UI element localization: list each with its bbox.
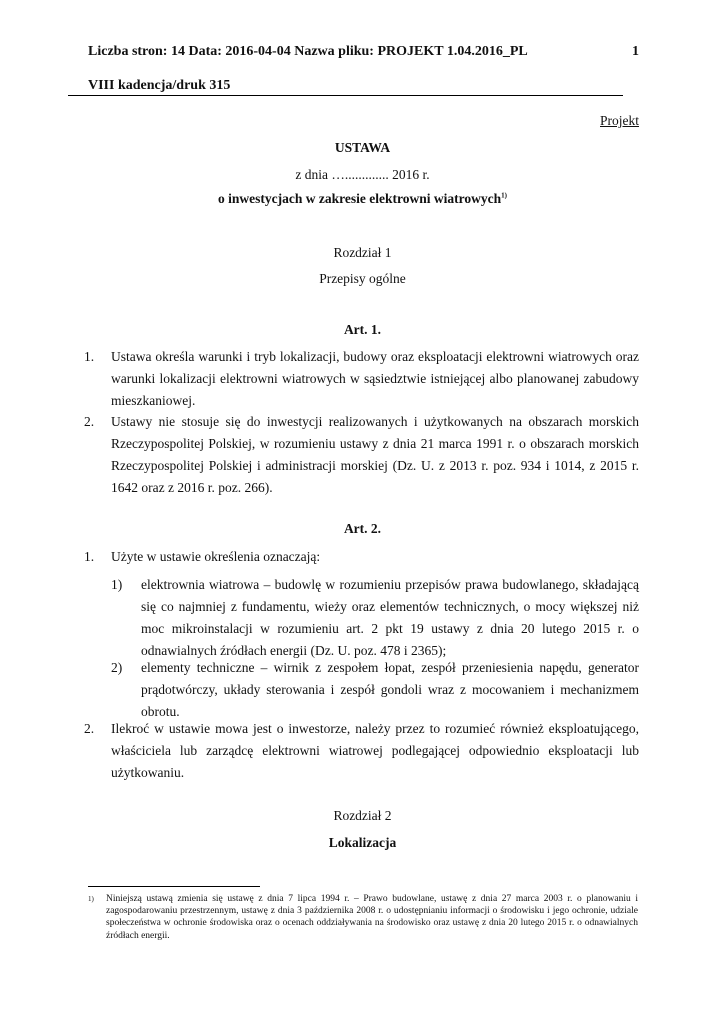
item-text: elementy techniczne – wirnik z zespołem łopat, zespół przeniesienia napędu, generator prądotwórczy, układy sterowania i zespół gondoli wraz z mocowaniem i mechanizmem obrotu. [141,660,639,719]
paragraph-number: 1. [84,349,95,364]
paragraph-number: 2. [84,414,95,429]
article-1-paragraph-1 [84,346,639,412]
definition-item-1 [111,574,639,662]
paragraph-text: Ustawy nie stosuje się do inwestycji realizowanych i użytkowanych na obszarach morskich Rzeczypospolitej Polskiej, w rozumieniu ustawy z dnia 21 marca 1991 r. o obszarach morskich Rzeczypospolitej Polskiej i administracji morskiej (Dz. U. z 2013 r. poz. 934 i 1014, z 2015 r. 1642 oraz z 2016 r. poz. 266). [111,414,639,495]
act-subject [60,191,665,207]
chapter-1-name: Przepisy ogólne [319,271,406,286]
footnote-reference: 1) [501,191,507,200]
article-2-paragraph-2 [84,718,639,784]
chapter-1-heading: Rozdział 1 [333,245,392,260]
article-1-paragraph-2 [84,411,639,499]
item-text: elektrownia wiatrowa – budowlę w rozumieniu przepisów prawa budowlanego, składającą się co najmniej z fundamentu, wieży oraz elementów technicznych, o mocy większej niż moc mikroinstalacji w rozumieniu art. 2 pkt 19 ustawy z dnia 20 lutego 2015 r. o odnawialnych źródłach energii (Dz. U. poz. 478 i 2365); [141,577,639,658]
page-number: 1 [632,44,639,59]
paragraph-text: Ustawa określa warunki i tryb lokalizacji, budowy oraz eksploatacji elektrowni wiatrowych oraz warunki lokalizacji elektrowni wiatrowych w sąsiedztwie istniejącej albo planowanej zabudowy mieszkaniowej. [111,349,639,408]
header-print-number: VIII kadencja/druk 315 [88,78,231,93]
footnote-divider [88,886,260,887]
act-date: z dnia …............. 2016 r. [295,167,430,182]
header-divider [68,95,623,96]
footnote-text: Niniejszą ustawą zmienia się ustawę z dnia 7 lipca 1994 r. – Prawo budowlane, ustawę z dnia 27 marca 2003 r. o planowaniu i zagospodarowaniu przestrzennym, ustawę z dnia 3 października 2008 r. o udostępnianiu informacji o środowisku i jego ochronie, udziale społeczeństwa w ochronie środowiska oraz o ocenach oddziaływania na środowisko oraz ustawę z dnia 20 lutego 2015 r. o odnawialnych źródłach energii. [106,894,638,941]
act-subject-text: o inwestycjach w zakresie elektrowni wiatrowych [218,191,502,206]
item-number: 2) [111,660,123,675]
article-1-heading: Art. 1. [343,322,382,337]
paragraph-text: Użyte w ustawie określenia oznaczają: [111,549,321,564]
chapter-2-heading: Rozdział 2 [333,808,392,823]
projekt-label: Projekt [600,113,639,128]
footnote-mark: 1) [88,895,94,903]
act-title: USTAWA [334,140,391,155]
header-file-info: Liczba stron: 14 Data: 2016-04-04 Nazwa pliku: PROJEKT 1.04.2016_PL [88,44,528,59]
article-2-paragraph-1 [84,546,639,568]
chapter-2-name: Lokalizacja [328,835,397,850]
item-number: 1) [111,577,123,592]
definition-item-2 [111,657,639,723]
article-2-heading: Art. 2. [343,521,382,536]
footnote [88,893,638,942]
paragraph-number: 1. [84,549,95,564]
paragraph-text: Ilekroć w ustawie mowa jest o inwestorze, należy przez to rozumieć również eksploatującego, właściciela lub zarządcę elektrowni wiatrowej podlegającej odpowiednio eksploatacji lub użytkowaniu. [111,721,639,780]
paragraph-number: 2. [84,721,95,736]
